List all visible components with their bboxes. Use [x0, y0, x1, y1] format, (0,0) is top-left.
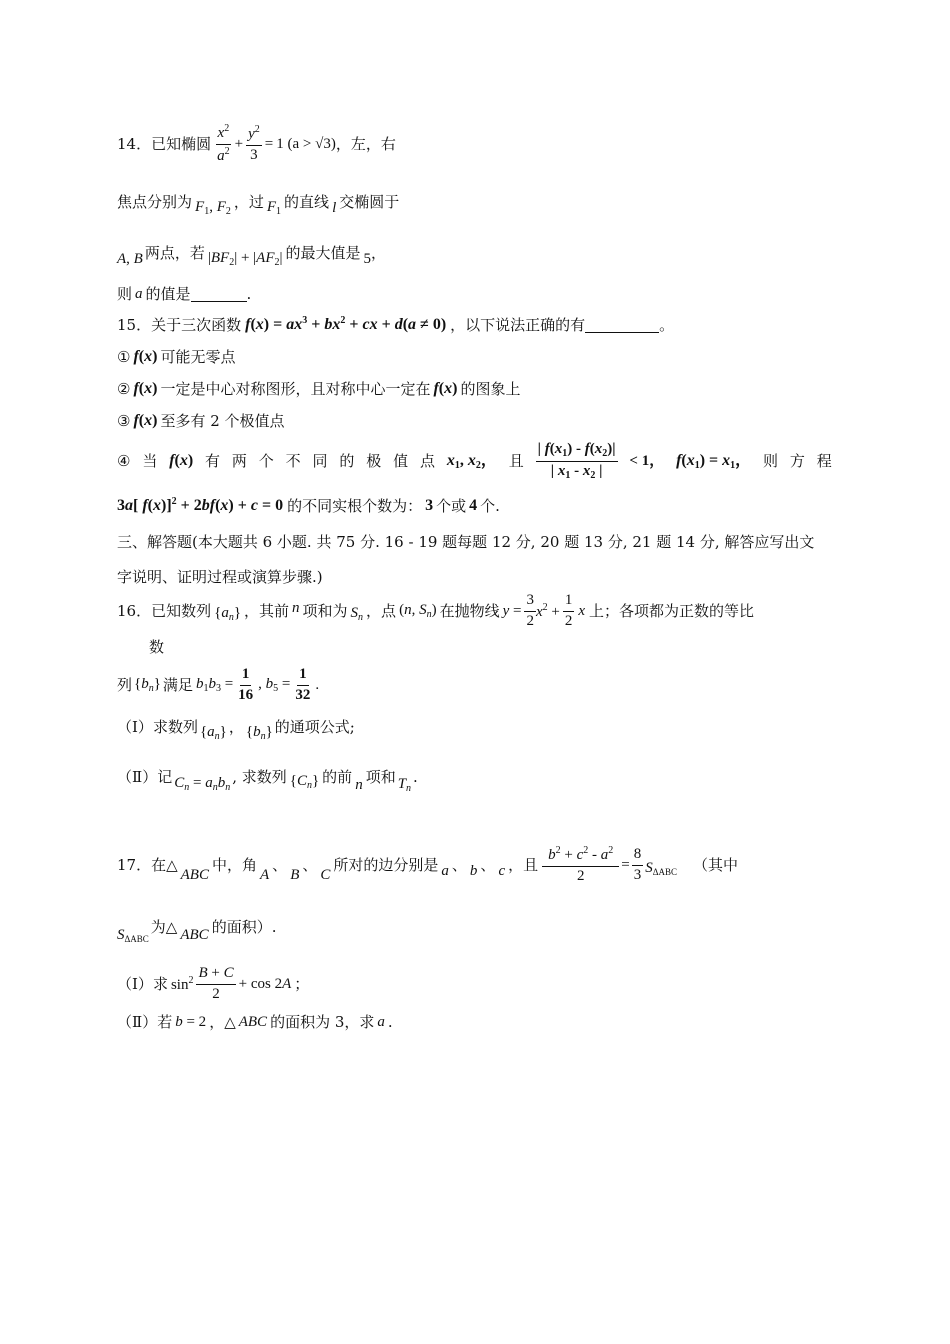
- q16-text-satisfy: 满足: [162, 676, 193, 694]
- q14-frac-y: $\frac{y^2}{3}$: [248, 124, 260, 163]
- q17-part1: （Ⅰ） 求 $\sin^2$ B + C 2 + cos 2A ；: [117, 965, 310, 1002]
- q17-frac-cosine: $\frac{b^2 + c^2 - a^2}{2}$: [542, 845, 619, 885]
- q15-opt4-word: 两: [231, 452, 247, 470]
- q15-opt1-mark: ①: [117, 348, 131, 366]
- q16-text-a3: ，点: [366, 602, 397, 620]
- q15-opt3-text: 至多有 2 个极值点: [160, 412, 285, 430]
- q15-answer-blank[interactable]: [585, 318, 659, 333]
- q15-opt4-roots-text: 的不同实根个数为：: [287, 497, 423, 515]
- q15-opt4-fraction: | $f(x_1) - f(x_2)|$ | $x_1 - x_2$ |: [537, 441, 616, 481]
- q16-part2-text-d: 项和: [365, 768, 396, 786]
- q17-part1-text-a: 求: [152, 975, 168, 993]
- q14-text-points: 两点，若: [144, 244, 205, 262]
- q15-opt4-word: 不: [285, 452, 301, 470]
- q14-text-max: 的最大值是: [285, 244, 361, 262]
- q15-opt1-text: 可能无零点: [160, 348, 236, 366]
- q17-number: 17．: [117, 856, 152, 874]
- q14-text-through: ，过: [233, 193, 264, 211]
- q16-text-a4: 在抛物线: [439, 602, 500, 620]
- q16-wrap: 数: [149, 638, 165, 656]
- q15-opt4-word: 极: [366, 452, 382, 470]
- q14-condition: 1 (a > √3): [276, 136, 336, 152]
- q16-text-a2: 项和为: [302, 602, 348, 620]
- q16-part2-text-c: 的前: [322, 768, 353, 786]
- section3-header-line2: 字说明、证明过程或演算步骤.): [117, 568, 323, 586]
- q17-part2-text-a: 若: [157, 1013, 173, 1031]
- q14-comma: ，: [371, 244, 387, 262]
- q17-text-line2-b: 的面积）.: [211, 918, 277, 936]
- q14-answer-blank[interactable]: [191, 287, 247, 302]
- q15-option-3: ③ f(x) 至多有 2 个极值点: [117, 412, 285, 430]
- q16-part2: （Ⅱ） 记 $C_n = a_nb_n$ , 求数列 $\{C_n\}$ 的前 n 项和 $T_n$ .: [117, 768, 418, 794]
- q17-part2-end: .: [387, 1013, 393, 1031]
- q14-line1: 14． 已知椭圆 $x^2$ $a^2$ + $\frac{y^2}{3}$ = 1 (a > √3) ，左，右: [117, 123, 396, 164]
- q17-text-a5: 所对的边分别是: [333, 856, 439, 874]
- q17-line1: 17． 在△ ABC 中，角 A 、 B 、 C 所对的边分别是 a 、 b 、 c ，且 $\frac{b^2 + c^2 - a^2}{2}$ = $\frac{8}{3}$ $S_{\Delta ABC}$ （其中: [117, 845, 739, 884]
- q15-opt4-or: 个或: [436, 497, 467, 515]
- q15-opt4-word: 程: [816, 452, 832, 470]
- q17-text-a2: 中，角: [211, 856, 257, 874]
- q17-part2: （Ⅱ） 若 b = 2 ，△ ABC 的面积为 3，求 a .: [117, 1013, 393, 1031]
- q17-part1-end: ；: [294, 975, 310, 993]
- q14-text-then: 则: [117, 285, 133, 303]
- q17-text-a4: 、: [302, 856, 318, 874]
- q15-option-1: ① f(x) 可能无零点: [117, 348, 236, 366]
- q16-part1-label: （Ⅰ）: [117, 718, 153, 736]
- q14-max-value: 5: [363, 251, 372, 267]
- q14-period: .: [246, 285, 252, 303]
- q17-text-a8: ，且: [508, 856, 539, 874]
- q17-line2: $S_{\Delta ABC}$ 为△ ABC 的面积）.: [117, 918, 277, 944]
- q15-after: ，以下说法正确的有: [450, 316, 586, 334]
- q14-text-foci: 焦点分别为: [117, 193, 193, 211]
- q15-opt4-word: 当: [142, 452, 158, 470]
- q15-opt2-text-a: 一定是中心对称图形，且对称中心一定在: [160, 380, 431, 398]
- q14-text-value: 的值是: [145, 285, 191, 303]
- q17-text-a6: 、: [451, 856, 467, 874]
- q16-frac-1-32: $\frac{1}{32}$: [295, 666, 311, 703]
- q15-opt4-mark: ④: [117, 452, 131, 470]
- q17-text-a3: 、: [272, 856, 288, 874]
- q14-line2: 焦点分别为 $F_1$, $F_2$ ，过 $F_1$ 的直线 l 交椭圆于: [117, 193, 400, 217]
- q15-opt3-mark: ③: [117, 412, 131, 430]
- q14-number: 14．: [117, 135, 152, 153]
- q16-number: 16．: [117, 602, 152, 620]
- q16-line1: 16． 已知数列 $\{a_n\}$ ，其前 n 项和为 $S_n$ ，点 (n, $S_n$) 在抛物线 y = $\frac{3}{2}$ $x^2$ + $\frac{1}{2}$ x 上；各项都为正数的等比: [117, 592, 755, 629]
- q15-opt2-mark: ②: [117, 380, 131, 398]
- q16-text-seq: 列: [117, 676, 133, 694]
- q14-text-intersect: 交椭圆于: [339, 193, 400, 211]
- q17-text-a1: 在△: [151, 856, 178, 874]
- q14-text-line: 的直线: [284, 193, 330, 211]
- q17-part1-label: （Ⅰ）: [117, 975, 153, 993]
- q17-text-line2-a: 为△: [150, 918, 178, 936]
- q16-line2: 列 $\{b_n\}$ 满足 $b_1b_3$ = $\frac{1}{16}$ , $b_5$ = $\frac{1}{32}$ .: [117, 666, 320, 703]
- q16-intro: 已知数列: [151, 602, 212, 620]
- q16-part2-text-a: 记: [157, 768, 173, 786]
- q15-opt2-text-b: 的图象上: [460, 380, 521, 398]
- q16-part1-text-a: 求数列: [152, 718, 198, 736]
- q16-text-a1: ，其前: [244, 602, 290, 620]
- q15-opt4-three: 3: [425, 497, 434, 515]
- q17-text-a9: （其中: [693, 856, 739, 874]
- q15-number: 15．: [117, 316, 152, 334]
- section3-header: 三、解答题(本大题共 6 小题. 共 75 分. 16 - 19 题每题 12 分, 20 题 13 分, 21 题 14 分, 解答应写出文: [117, 533, 815, 551]
- q17-frac-half-angle: B + C 2: [198, 965, 234, 1002]
- q15-option-4: ④ 当 f(x) 有 两 个 不 同 的 极 值 点 $x_1$, $x_2$， 且 | $f(x_1) - f(x_2)|$ | $x_1 - x_2$ | < 1， $f(x_1) = x_1$， 则 方 程: [117, 441, 832, 481]
- q14-line3: A, B 两点，若 $|BF_2| + |AF_2|$ 的最大值是 5 ，: [117, 244, 387, 268]
- q15-opt4-less: < 1，: [629, 453, 665, 469]
- q16-part2-text-b: , 求数列: [232, 768, 287, 786]
- q16-part1: （Ⅰ） 求数列 $\{a_n\}$ ， $\{b_n\}$ 的通项公式;: [117, 718, 355, 742]
- q17-text-a7: 、: [480, 856, 496, 874]
- q14-frac-x: $x^2$ $a^2$: [217, 123, 230, 164]
- q14-after: ，左，右: [335, 135, 396, 153]
- q15-opt4-end: 个.: [480, 497, 500, 515]
- q15-option-4-line2: 3a[ f(x)]$^2$ + 2bf(x) + c = 0 的不同实根个数为： 3 个或 4 个.: [117, 496, 500, 515]
- q15-intro: 关于三次函数: [151, 316, 242, 334]
- q15-opt4-word: 有: [205, 452, 221, 470]
- q17-part2-text-b: ，△: [209, 1013, 236, 1031]
- q15-opt4-word: 方: [789, 452, 805, 470]
- q15-opt4-word: 值: [393, 452, 409, 470]
- q15-opt4-word: 同: [312, 452, 328, 470]
- q15-opt4-word: 个: [258, 452, 274, 470]
- q14-intro: 已知椭圆: [151, 135, 212, 153]
- q17-frac-8-3: $\frac{8}{3}$: [633, 846, 642, 883]
- q15-option-2: ② f(x) 一定是中心对称图形，且对称中心一定在 f(x) 的图象上: [117, 380, 521, 398]
- q15-line1: 15． 关于三次函数 $f(x) = ax^3 + bx^2$ + cx + d(a ≠ 0) ，以下说法正确的有 。: [117, 315, 675, 334]
- q15-opt4-word: 则: [763, 452, 779, 470]
- q17-part2-label: （Ⅱ）: [117, 1013, 158, 1031]
- q15-end: 。: [659, 316, 675, 334]
- q16-frac-3-2: $\frac{3}{2}$: [526, 592, 534, 629]
- q16-part2-label: （Ⅱ）: [117, 768, 158, 786]
- q17-part2-text-c: 的面积为 3，求: [270, 1013, 375, 1031]
- q14-line4: 则 a 的值是 .: [117, 285, 252, 303]
- q16-frac-1-16: $\frac{1}{16}$: [238, 666, 254, 703]
- q16-text-a5: 上；各项都为正数的等比: [589, 602, 755, 620]
- q15-opt4-word: 点: [420, 452, 436, 470]
- q15-opt4-four: 4: [469, 497, 478, 515]
- q16-part1-text-b: ，: [228, 718, 244, 736]
- q15-opt4-word: 的: [339, 452, 355, 470]
- q16-frac-1-2: $\frac{1}{2}$: [564, 592, 573, 629]
- q15-opt4-qie: 且: [508, 452, 524, 470]
- q16-part1-text-c: 的通项公式;: [274, 718, 355, 736]
- q16-part2-end: .: [413, 768, 418, 786]
